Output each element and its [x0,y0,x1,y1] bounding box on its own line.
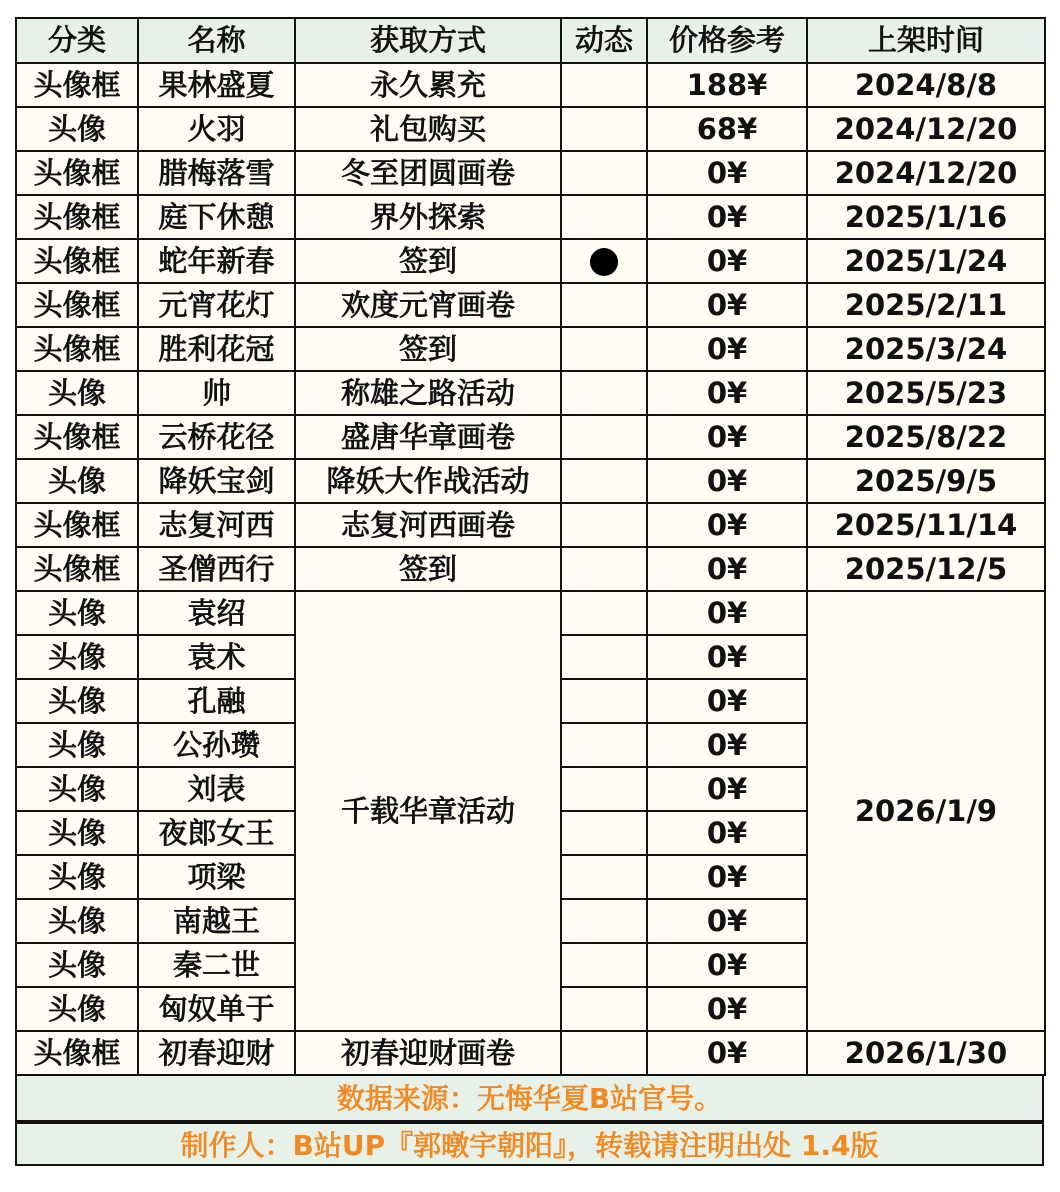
dynamic-cell [561,943,647,987]
price-cell: 0¥ [647,547,807,591]
price-cell: 0¥ [647,855,807,899]
price-cell: 0¥ [647,723,807,767]
category-cell: 头像 [16,855,138,899]
method-cell: 冬至团圆画卷 [295,151,561,195]
table-row [16,459,1045,503]
price-cell: 0¥ [647,943,807,987]
category-cell: 头像 [16,635,138,679]
price-cell: 0¥ [647,899,807,943]
table-row [16,151,1045,195]
dynamic-cell [561,239,647,283]
price-cell: 0¥ [647,151,807,195]
price-cell: 0¥ [647,459,807,503]
category-cell: 头像 [16,811,138,855]
category-cell: 头像框 [16,1031,138,1075]
price-cell: 0¥ [647,195,807,239]
date-cell: 2025/12/5 [807,547,1045,591]
category-cell: 头像框 [16,547,138,591]
price-cell: 68¥ [647,107,807,151]
category-cell: 头像 [16,107,138,151]
table-row [16,415,1045,459]
name-cell: 果林盛夏 [138,63,295,107]
header-method: 获取方式 [295,18,561,63]
dynamic-cell [561,723,647,767]
date-cell: 2025/2/11 [807,283,1045,327]
name-cell: 蛇年新春 [138,239,295,283]
category-cell: 头像 [16,591,138,635]
header-price: 价格参考 [647,18,807,63]
price-cell: 0¥ [647,1031,807,1075]
date-cell: 2024/12/20 [807,107,1045,151]
dynamic-cell [561,503,647,547]
name-cell: 初春迎财 [138,1031,295,1075]
date-cell: 2025/3/24 [807,327,1045,371]
name-cell: 袁绍 [138,591,295,635]
method-cell: 志复河西画卷 [295,503,561,547]
price-cell: 0¥ [647,371,807,415]
method-cell: 降妖大作战活动 [295,459,561,503]
dynamic-cell [561,591,647,635]
category-cell: 头像 [16,679,138,723]
dynamic-cell [561,371,647,415]
footer-source: 数据来源：无悔华夏B站官号。 [15,1076,1044,1122]
name-cell: 孔融 [138,679,295,723]
date-cell: 2026/1/30 [807,1031,1045,1075]
group-method-cell: 千载华章活动 [295,591,561,1031]
header-dynamic: 动态 [561,18,647,63]
price-cell: 0¥ [647,767,807,811]
dynamic-cell [561,459,647,503]
name-cell: 夜郎女王 [138,811,295,855]
category-cell: 头像框 [16,63,138,107]
name-cell: 火羽 [138,107,295,151]
method-cell: 称雄之路活动 [295,371,561,415]
dynamic-cell [561,635,647,679]
price-cell: 0¥ [647,239,807,283]
price-cell: 0¥ [647,591,807,635]
price-cell: 0¥ [647,635,807,679]
price-cell: 0¥ [647,987,807,1031]
name-cell: 公孙瓒 [138,723,295,767]
date-cell: 2024/8/8 [807,63,1045,107]
date-cell: 2024/12/20 [807,151,1045,195]
dynamic-cell [561,899,647,943]
method-cell: 礼包购买 [295,107,561,151]
price-cell: 0¥ [647,679,807,723]
item-table-sheet [15,17,1046,1166]
table-row [16,503,1045,547]
name-cell: 南越王 [138,899,295,943]
name-cell: 刘表 [138,767,295,811]
dynamic-cell [561,283,647,327]
date-cell: 2025/8/22 [807,415,1045,459]
table-row [16,107,1045,151]
method-cell: 签到 [295,547,561,591]
name-cell: 项梁 [138,855,295,899]
category-cell: 头像 [16,767,138,811]
dynamic-cell [561,855,647,899]
name-cell: 志复河西 [138,503,295,547]
date-cell: 2025/1/16 [807,195,1045,239]
date-cell: 2025/5/23 [807,371,1045,415]
category-cell: 头像框 [16,415,138,459]
name-cell: 元宵花灯 [138,283,295,327]
category-cell: 头像 [16,723,138,767]
category-cell: 头像框 [16,239,138,283]
date-cell: 2025/9/5 [807,459,1045,503]
dynamic-cell [561,327,647,371]
table-row [16,239,1045,283]
name-cell: 云桥花径 [138,415,295,459]
name-cell: 圣僧西行 [138,547,295,591]
price-cell: 0¥ [647,415,807,459]
dynamic-cell [561,767,647,811]
dynamic-cell [561,679,647,723]
category-cell: 头像 [16,371,138,415]
dynamic-cell [561,1031,647,1075]
price-cell: 0¥ [647,811,807,855]
date-cell: 2025/11/14 [807,503,1045,547]
method-cell: 签到 [295,239,561,283]
dynamic-cell [561,987,647,1031]
table-row [16,547,1045,591]
price-cell: 188¥ [647,63,807,107]
date-cell: 2025/1/24 [807,239,1045,283]
method-cell: 签到 [295,327,561,371]
header-date: 上架时间 [807,18,1045,63]
method-cell: 界外探索 [295,195,561,239]
method-cell: 永久累充 [295,63,561,107]
price-cell: 0¥ [647,283,807,327]
category-cell: 头像框 [16,327,138,371]
table-row [16,327,1045,371]
category-cell: 头像 [16,459,138,503]
name-cell: 胜利花冠 [138,327,295,371]
name-cell: 降妖宝剑 [138,459,295,503]
table-row [16,283,1045,327]
table-row [16,371,1045,415]
table-body [16,63,1045,1075]
method-cell: 初春迎财画卷 [295,1031,561,1075]
header-category: 分类 [16,18,138,63]
dynamic-cell [561,151,647,195]
category-cell: 头像框 [16,283,138,327]
price-cell: 0¥ [647,327,807,371]
category-cell: 头像 [16,943,138,987]
item-table [15,17,1046,1076]
category-cell: 头像 [16,987,138,1031]
name-cell: 帅 [138,371,295,415]
name-cell: 匈奴单于 [138,987,295,1031]
method-cell: 盛唐华章画卷 [295,415,561,459]
dynamic-cell [561,547,647,591]
dynamic-cell [561,195,647,239]
dynamic-cell [561,107,647,151]
dynamic-cell [561,811,647,855]
name-cell: 袁术 [138,635,295,679]
header-name: 名称 [138,18,295,63]
category-cell: 头像框 [16,503,138,547]
name-cell: 秦二世 [138,943,295,987]
price-cell: 0¥ [647,503,807,547]
table-row [16,591,1045,635]
dynamic-cell [561,415,647,459]
footer-credit: 制作人：B站UP『郭暾宇朝阳』，转载请注明出处 1.4版 [15,1122,1044,1166]
name-cell: 腊梅落雪 [138,151,295,195]
dynamic-cell [561,63,647,107]
category-cell: 头像 [16,899,138,943]
dynamic-dot-icon [590,248,618,276]
name-cell: 庭下休憩 [138,195,295,239]
category-cell: 头像框 [16,195,138,239]
header-row [16,18,1045,63]
group-date-cell: 2026/1/9 [807,591,1045,1031]
method-cell: 欢度元宵画卷 [295,283,561,327]
table-row [16,1031,1045,1075]
table-row [16,63,1045,107]
table-row [16,195,1045,239]
category-cell: 头像框 [16,151,138,195]
